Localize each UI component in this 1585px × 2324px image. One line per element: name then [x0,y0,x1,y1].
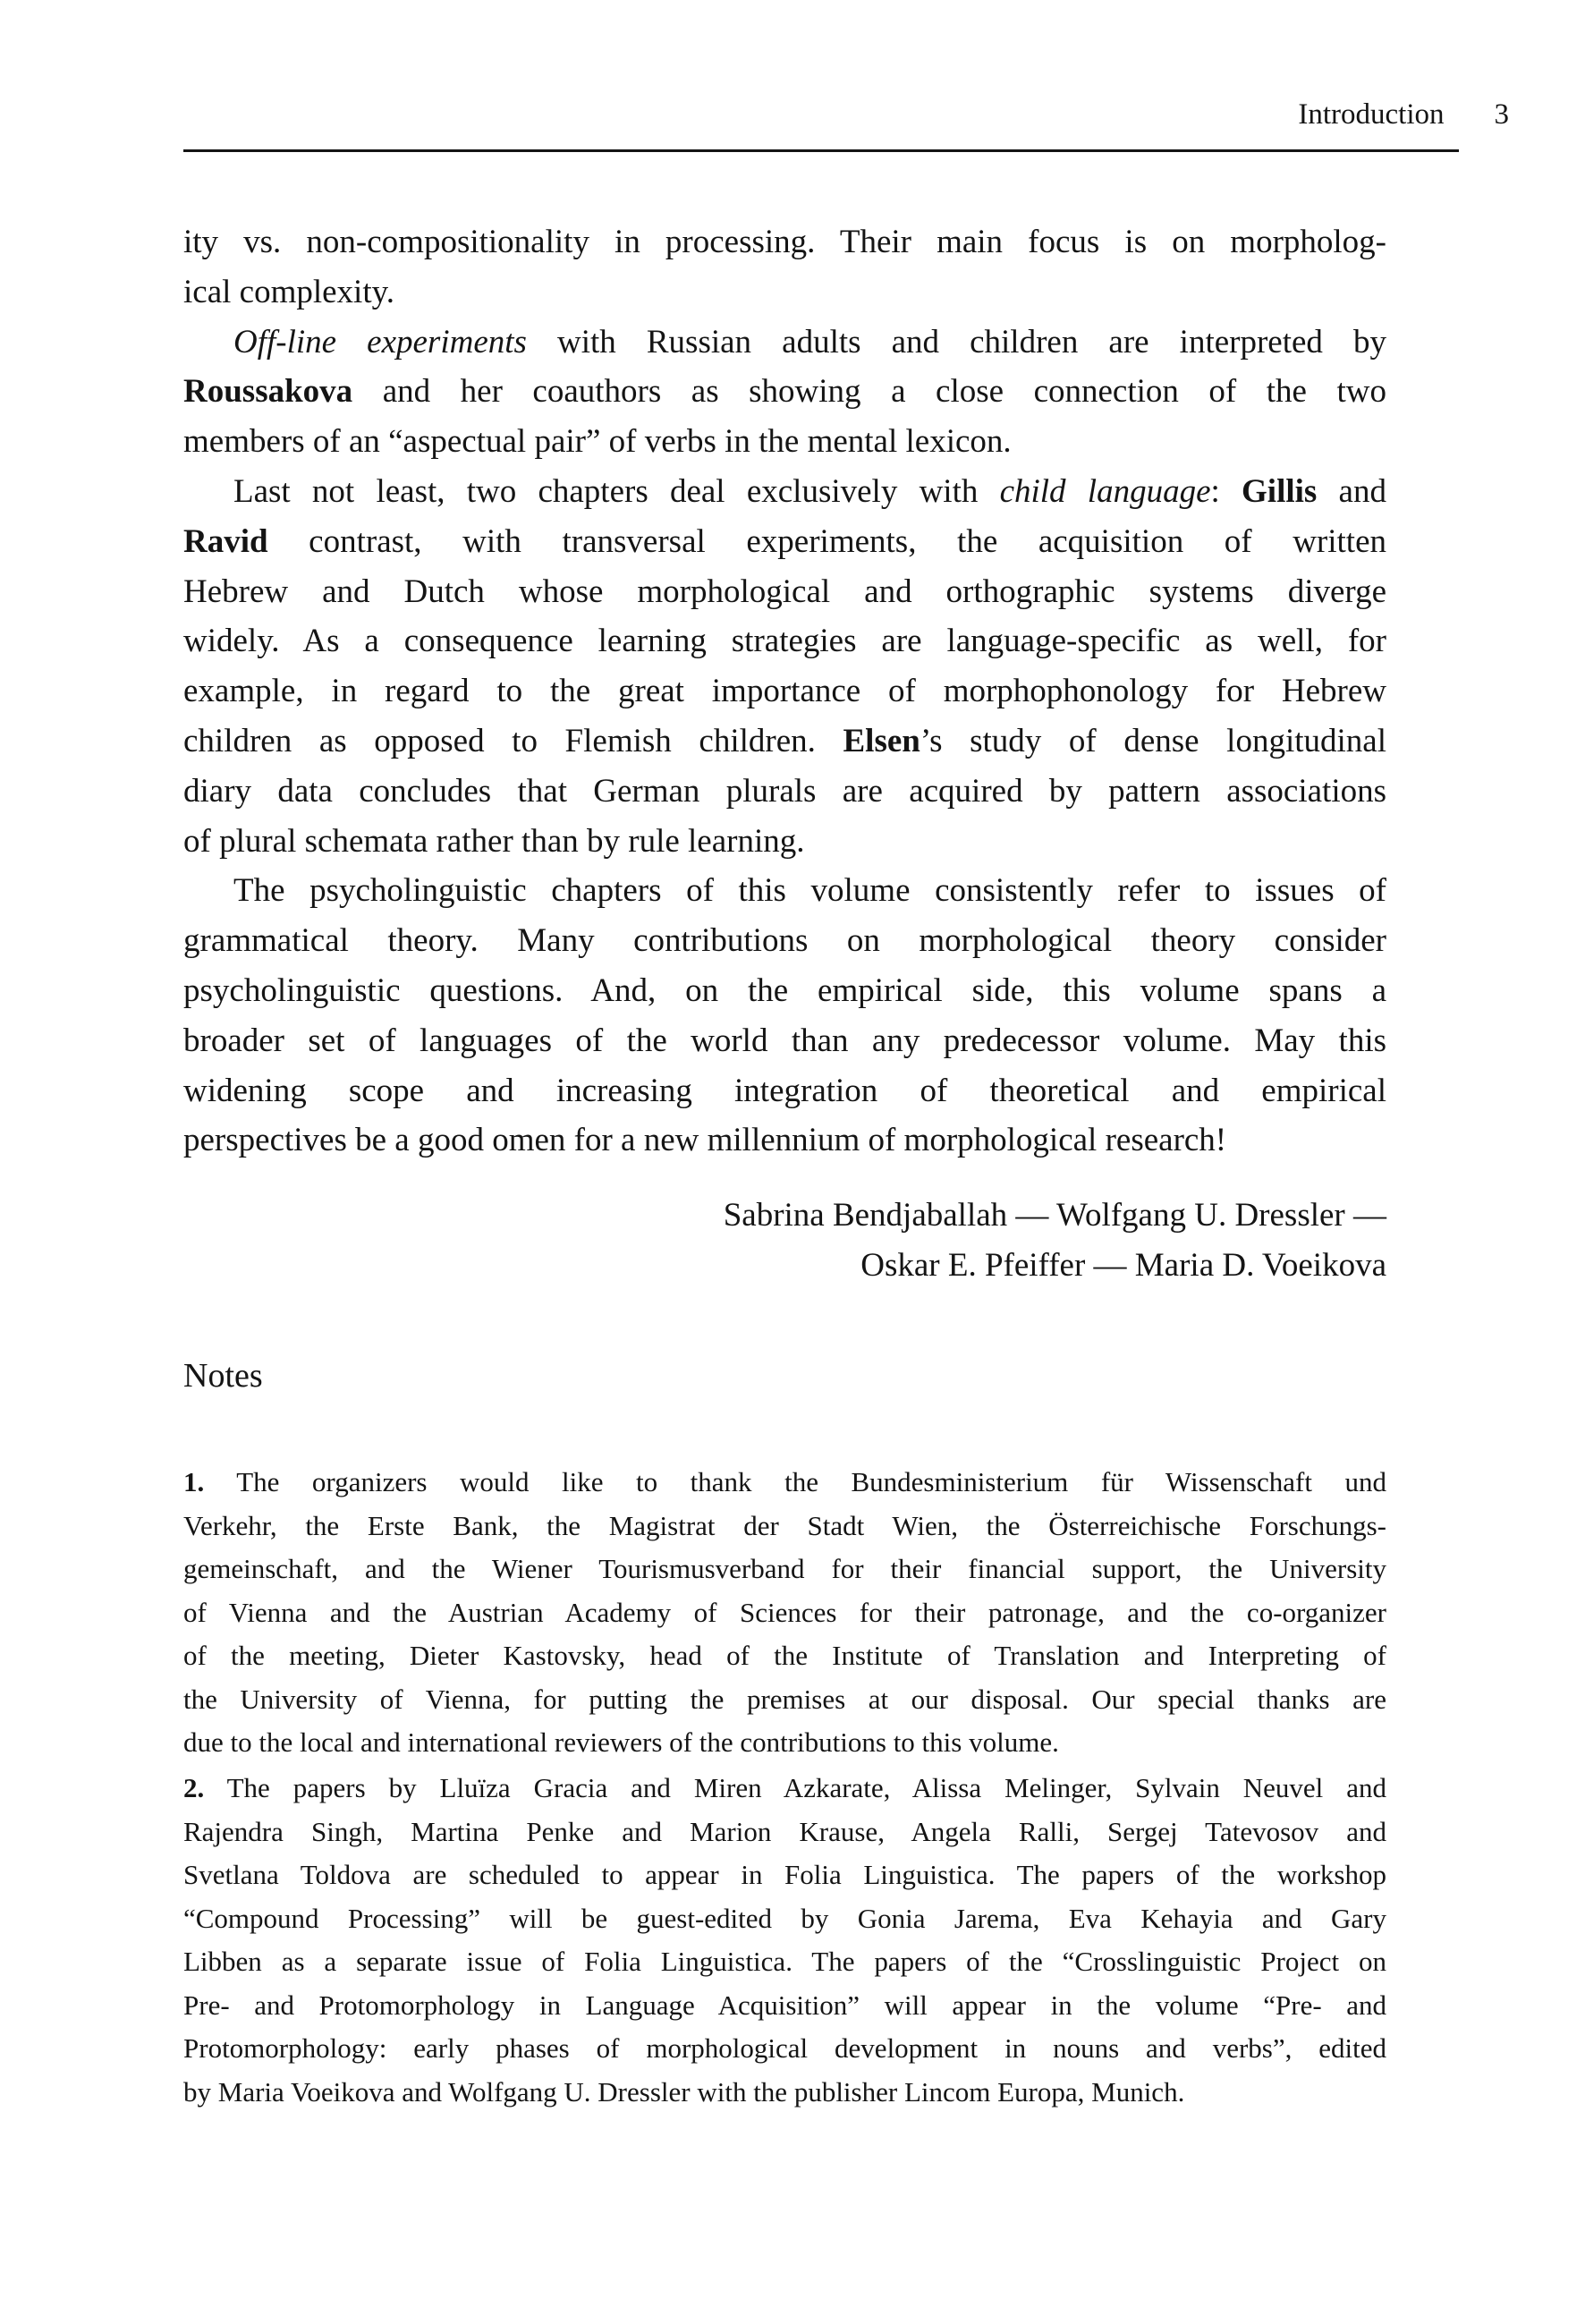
text-line [183,1853,1386,1897]
text-run: and [1317,472,1386,510]
text-run: Verkehr, the Erste Bank, the Magistrat der Stadt Wien, the Österreichische Forschungs- [183,1509,1386,1541]
text-line [183,1767,1386,1811]
header-rule [183,149,1459,152]
bold-text: Ravid [183,522,268,560]
text-line [183,1811,1386,1854]
bold-text: Roussakova [183,373,353,411]
text-run: due to the local and international reviewers of the contributions to this volume. [183,1726,1059,1758]
text-run: widely. As a consequence learning strategies are language-specific as well, for [183,623,1386,660]
text-line [183,217,1386,267]
text-run: : [1210,472,1242,510]
bold-text: 2. [183,1772,205,1803]
notes-heading: Notes [183,1357,263,1395]
text-run: broader set of languages of the world than any predecessor volume. May this [183,1022,1386,1059]
footnote-2 [183,1767,1386,2114]
text-line [183,1678,1386,1722]
text-line [183,2027,1386,2071]
text-line [183,367,1386,417]
text-run: Pre- and Protomorphology in Language Acquisition” will appear in the volume “Pre- and [183,1989,1386,2021]
page-number: 3 [1494,98,1509,131]
text-line [183,417,1386,467]
text-run: members of an “aspectual pair” of verbs in the mental lexicon. [183,423,1012,461]
text-line [183,616,1386,666]
text-line [183,318,1386,368]
text-line [183,966,1386,1016]
text-run: Protomorphology: early phases of morphological development in nouns and verbs”, edited [183,2032,1386,2064]
footnote-1 [183,1461,1386,1765]
text-run: of plural schemata rather than by rule learning. [183,822,805,860]
signature-line: Sabrina Bendjaballah — Wolfgang U. Dressler — [723,1197,1386,1234]
text-run: ’s study of dense longitudinal [920,722,1386,759]
text-line [183,1897,1386,1941]
text-run: the University of Vienna, for putting the premises at our disposal. Our special thanks are [183,1683,1386,1715]
text-line [183,1066,1386,1116]
text-run: Libben as a separate issue of Folia Linguistica. The papers of the “Crosslinguistic Project on [183,1946,1386,1977]
body-text [183,217,1386,1166]
text-run: and her coauthors as showing a close connection of the two [352,373,1386,411]
text-run: psycholinguistic questions. And, on the empirical side, this volume spans a [183,971,1386,1009]
bold-text: Elsen [843,722,920,759]
text-run: widening scope and increasing integration of theoretical and empirical [183,1072,1386,1109]
text-line [183,1634,1386,1678]
text-line [183,1984,1386,2028]
text-line [183,1548,1386,1591]
text-line [183,916,1386,966]
bold-text: Gillis [1242,472,1318,510]
text-line [183,517,1386,567]
text-run: perspectives be a good omen for a new millennium of morphological research! [183,1122,1227,1159]
text-line [183,1721,1386,1765]
text-run: The organizers would like to thank the Bundesministerium für Wissenschaft und [204,1466,1386,1497]
text-run: of the meeting, Dieter Kastovsky, head of the Institute of Translation and Interpreting of [183,1640,1386,1671]
text-run: contrast, with transversal experiments, the acquisition of written [267,522,1386,560]
text-run: example, in regard to the great importance of morphophonology for Hebrew [183,673,1386,710]
text-run: by Maria Voeikova and Wolfgang U. Dressler with the publisher Lincom Europa, Munich. [183,2075,1185,2108]
text-line [183,866,1386,916]
text-run: Rajendra Singh, Martina Penke and Marion Krause, Angela Ralli, Sergej Tatevosov and [183,1815,1386,1847]
text-run: “Compound Processing” will be guest-edited by Gonia Jarema, Eva Kehayia and Gary [183,1902,1386,1934]
text-line [183,1591,1386,1635]
text-run: Hebrew and Dutch whose morphological and orthographic systems diverge [183,573,1386,610]
text-run: The papers by Lluïza Gracia and Miren Azkarate, Alissa Melinger, Sylvain Neuvel and [204,1772,1386,1803]
text-line [183,2071,1386,2115]
text-line [183,267,1386,318]
text-run: with Russian adults and children are interpreted by [526,323,1386,360]
text-run: Svetlana Toldova are scheduled to appear in Folia Linguistica. The papers of the workshop [183,1859,1386,1890]
bold-text: 1. [183,1466,205,1497]
text-line [183,1461,1386,1505]
text-run: children as opposed to Flemish children. [183,722,843,759]
text-line [183,1940,1386,1984]
text-line [183,1505,1386,1548]
text-line [183,567,1386,617]
signature-line: Oskar E. Pfeiffer — Maria D. Voeikova [860,1246,1386,1284]
text-run: Last not least, two chapters deal exclusively with [233,472,1000,510]
running-title: Introduction [1298,98,1445,131]
text-line [183,717,1386,767]
text-line [183,467,1386,517]
running-header [1298,93,1509,136]
italic-text: Off-line experiments [233,323,527,360]
italic-text: child language [999,472,1211,510]
text-line [183,767,1386,817]
text-run: of Vienna and the Austrian Academy of Sciences for their patronage, and the co-organizer [183,1596,1386,1628]
text-line [183,817,1386,867]
text-run: diary data concludes that German plurals are acquired by pattern associations [183,772,1386,810]
text-run: gemeinschaft, and the Wiener Tourismusverband for their financial support, the University [183,1553,1386,1584]
text-line [183,1016,1386,1066]
text-run: The psycholinguistic chapters of this volume consistently refer to issues of [233,872,1386,910]
text-run: grammatical theory. Many contributions on morphological theory consider [183,922,1386,960]
text-line [183,1115,1386,1166]
signature [724,1191,1386,1290]
text-line [183,666,1386,717]
text-run: ical complexity. [183,273,394,310]
text-run: ity vs. non-compositionality in processing. Their main focus is on morpholog- [183,224,1386,260]
